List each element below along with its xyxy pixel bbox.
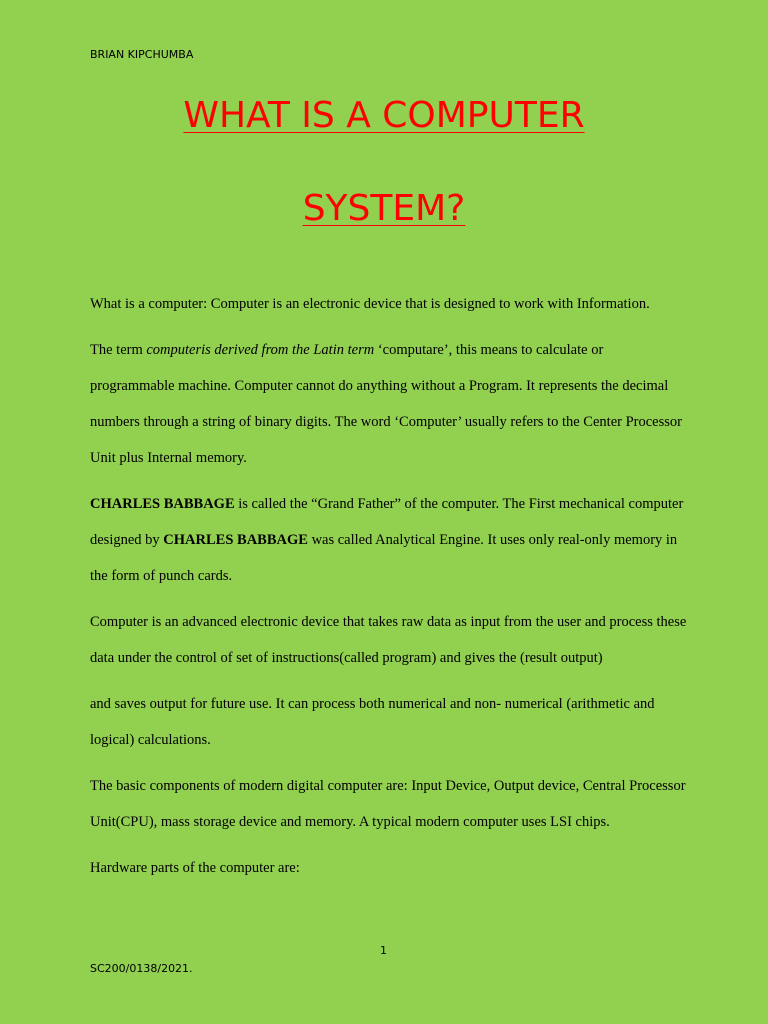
- paragraph-definition: What is a computer: Computer is an electronic device that is designed to work with Information.: [90, 296, 650, 312]
- babbage-text-1: is called the “Grand Father” of the computer. The First mechanical computer designed by: [90, 496, 684, 548]
- paragraph-babbage: [90, 486, 690, 594]
- etymology-italic: computeris derived from the Latin term: [146, 342, 375, 358]
- page-number: 1: [380, 944, 387, 957]
- paragraph-etymology: [90, 332, 690, 476]
- etymology-rest: ‘computare’, this means to calculate or programmable machine. Computer cannot do anything without a Program. It represents the decimal numbers through a string of binary digits. The word ‘Computer’ usually refers to the Center Processor Unit plus Internal memory.: [90, 342, 682, 466]
- document-body: [90, 286, 690, 896]
- paragraph-hardware: Hardware parts of the computer are:: [90, 860, 300, 876]
- page-title-line-2: [0, 188, 768, 229]
- babbage-bold-2: CHARLES BABBAGE: [163, 532, 308, 548]
- author-header: BRIAN KIPCHUMBA: [90, 48, 194, 61]
- paragraph-components: The basic components of modern digital computer are: Input Device, Output device, Central Processor Unit(CPU), mass storage device and memory. A typical modern computer uses LSI chips.: [90, 778, 686, 830]
- babbage-text-2: was called Analytical Engine. It uses only real-only memory in the form of punch cards.: [90, 532, 678, 584]
- description-part-1: Computer is an advanced electronic device that takes raw data as input from the user and process these data under the control of set of instructions(called program) and gives the (result output): [90, 614, 687, 666]
- paragraph-description: [90, 604, 690, 758]
- title-line-2-text: SYSTEM?: [302, 188, 466, 229]
- babbage-bold-1: CHARLES BABBAGE: [90, 496, 235, 512]
- description-part-2: and saves output for future use. It can process both numerical and non- numerical (arithmetic and logical) calculations.: [90, 696, 655, 748]
- registration-footer: SC200/0138/2021.: [90, 962, 193, 975]
- page-title-line-1: [0, 95, 768, 136]
- title-line-1-text: WHAT IS A COMPUTER: [183, 95, 585, 136]
- etymology-lead: The term: [90, 342, 147, 358]
